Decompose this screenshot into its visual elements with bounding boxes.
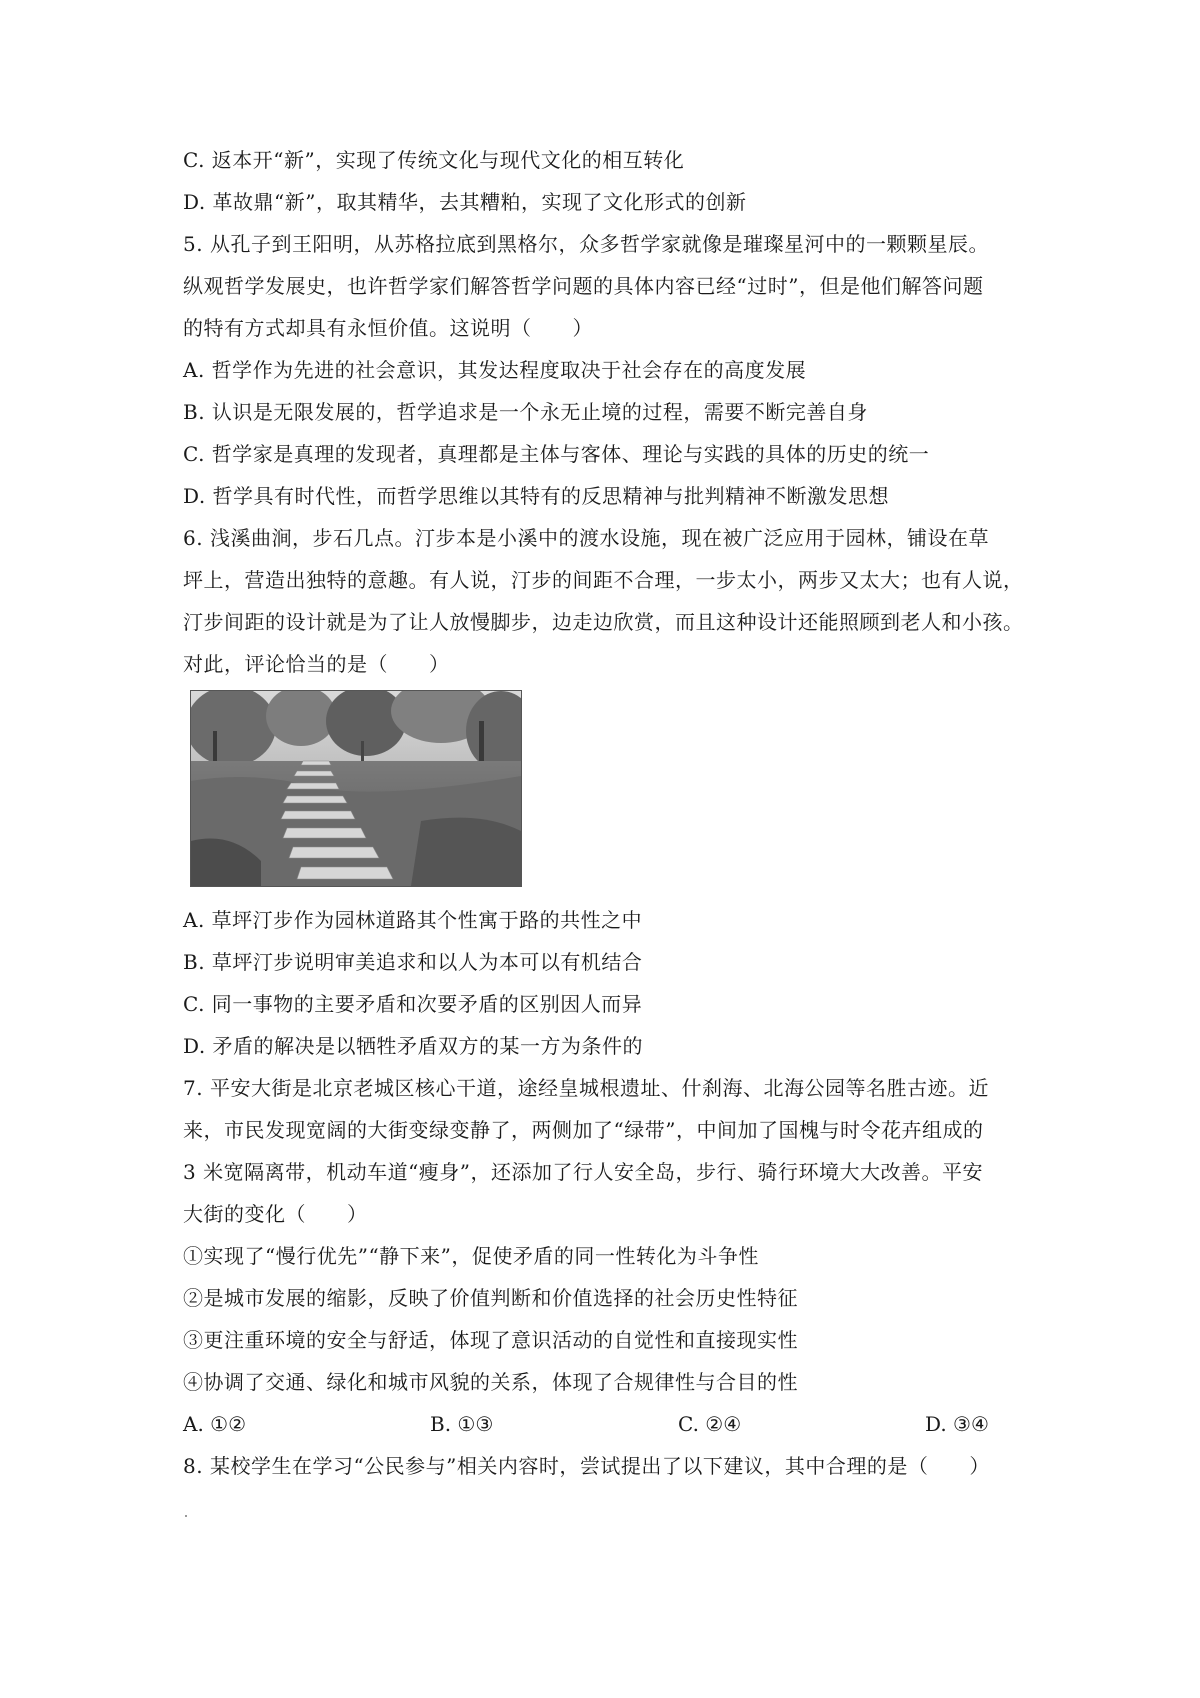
q5-option-d: D. 哲学具有时代性，而哲学思维以其特有的反思精神与批判精神不断激发思想 [183,484,890,508]
q7-stem-line-1: 7. 平安大街是北京老城区核心干道，途经皇城根遗址、什刹海、北海公园等名胜古迹。近 [183,1076,989,1100]
q6-option-a: A. 草坪汀步作为园林道路其个性寓于路的共性之中 [183,908,643,932]
q7-item-2: ②是城市发展的缩影，反映了价值判断和价值选择的社会历史性特征 [183,1286,798,1310]
q6-option-c: C. 同一事物的主要矛盾和次要矛盾的区别因人而异 [183,992,643,1016]
q6-stem-line-4: 对此，评论恰当的是（ ） [183,652,450,676]
q6-stem-line-2: 坪上，营造出独特的意趣。有人说，汀步的间距不合理，一步太小，两步又太大；也有人说， [183,568,1024,592]
q7-option-d: D. ③④ [925,1412,989,1436]
q5-option-a: A. 哲学作为先进的社会意识，其发达程度取决于社会存在的高度发展 [183,358,807,382]
scan-speck [185,1515,187,1517]
stepping-stones-photo [190,690,522,887]
q7-item-4: ④协调了交通、绿化和城市风貌的关系，体现了合规律性与合目的性 [183,1370,798,1394]
q7-stem-line-4: 大街的变化（ ） [183,1202,368,1226]
q5-option-b: B. 认识是无限发展的，哲学追求是一个永无止境的过程，需要不断完善自身 [183,400,868,424]
q6-stem-line-1: 6. 浅溪曲涧，步石几点。汀步本是小溪中的渡水设施，现在被广泛应用于园林，铺设在草 [183,526,989,550]
q7-option-a: A. ①② [183,1412,247,1436]
q7-item-1: ①实现了“慢行优先”“静下来”，促使矛盾的同一性转化为斗争性 [183,1244,759,1268]
q5-option-c: C. 哲学家是真理的发现者，真理都是主体与客体、理论与实践的具体的历史的统一 [183,442,930,466]
q7-option-c: C. ②④ [678,1412,742,1436]
q6-option-b: B. 草坪汀步说明审美追求和以人为本可以有机结合 [183,950,643,974]
q4-option-c: C. 返本开“新”，实现了传统文化与现代文化的相互转化 [183,148,685,172]
q8-stem: 8. 某校学生在学习“公民参与”相关内容时，尝试提出了以下建议，其中合理的是（ ） [183,1454,990,1478]
q5-stem-line-1: 5. 从孔子到王阳明，从苏格拉底到黑格尔，众多哲学家就像是璀璨星河中的一颗颗星辰。 [183,232,989,256]
q5-stem-line-3: 的特有方式却具有永恒价值。这说明（ ） [183,316,593,340]
q5-stem-line-2: 纵观哲学发展史，也许哲学家们解答哲学问题的具体内容已经“过时”，但是他们解答问题 [183,274,984,298]
q6-option-d: D. 矛盾的解决是以牺牲矛盾双方的某一方为条件的 [183,1034,644,1058]
q4-option-d: D. 革故鼎“新”，取其精华，去其糟粕，实现了文化形式的创新 [183,190,747,214]
q7-stem-line-3: 3 米宽隔离带，机动车道“瘦身”，还添加了行人安全岛，步行、骑行环境大大改善。平安 [183,1160,984,1184]
stepping-stones-illustration [191,691,521,886]
q7-item-3: ③更注重环境的安全与舒适，体现了意识活动的自觉性和直接现实性 [183,1328,798,1352]
q6-stem-line-3: 汀步间距的设计就是为了让人放慢脚步，边走边欣赏，而且这种设计还能照顾到老人和小孩。 [183,610,1024,634]
q7-stem-line-2: 来，市民发现宽阔的大街变绿变静了，两侧加了“绿带”，中间加了国槐与时令花卉组成的 [183,1118,984,1142]
q7-option-b: B. ①③ [430,1412,494,1436]
